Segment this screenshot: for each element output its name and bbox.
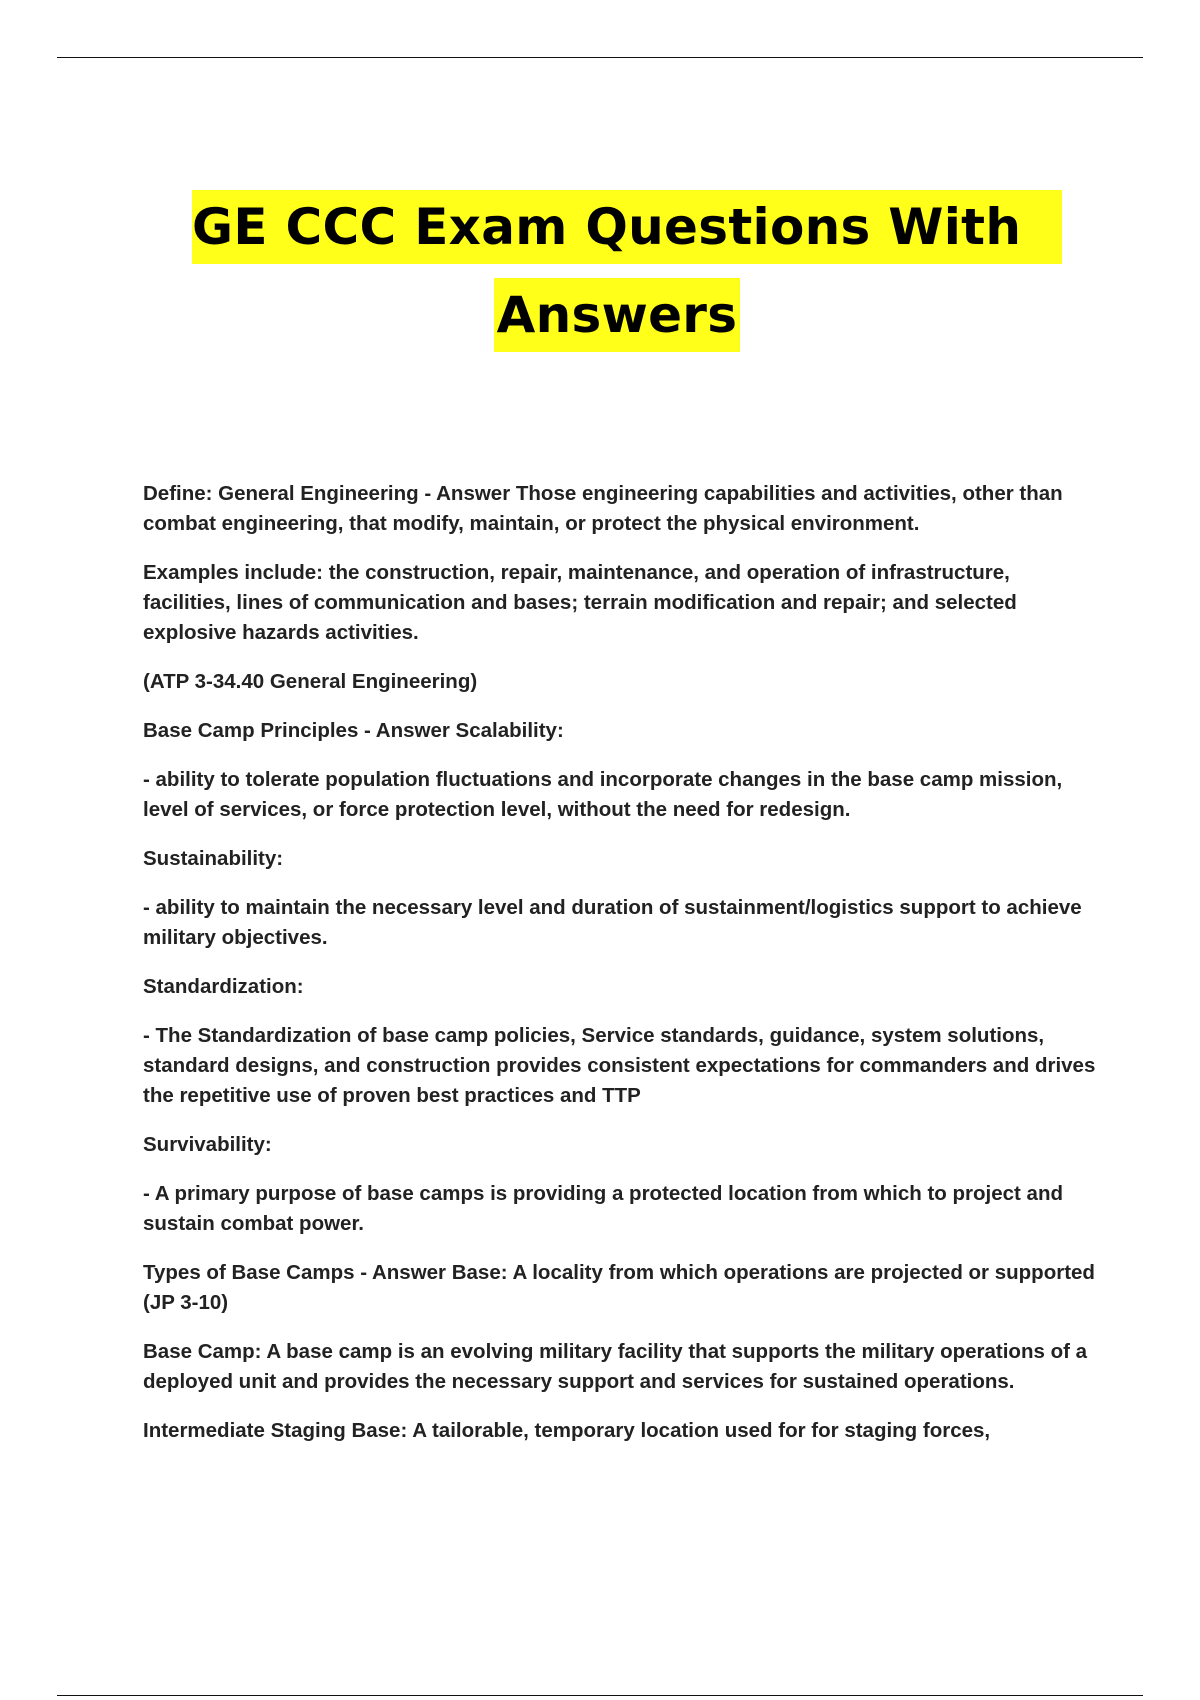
paragraph: Standardization: — [143, 975, 304, 998]
paragraph: (ATP 3-34.40 General Engineering) — [143, 670, 478, 693]
paragraph: - The Standardization of base camp policies, Service standards, guidance, system solutions, standard designs, and construction provides consistent expectations for commanders and drives the repetitive use of proven best practices and TTP — [143, 1024, 1096, 1107]
paragraph: Examples include: the construction, repair, maintenance, and operation of infrastructure, facilities, lines of communication and bases; terrain modification and repair; and selected explosive hazards activities. — [143, 561, 1017, 644]
paragraph: Types of Base Camps - Answer Base: A locality from which operations are projected or supported (JP 3-10) — [143, 1261, 1095, 1314]
paragraph: Define: General Engineering - Answer Those engineering capabilities and activities, other than combat engineering, that modify, maintain, or protect the physical environment. — [143, 482, 1063, 535]
paragraph: Sustainability: — [143, 847, 284, 870]
title-line-2: Answers — [494, 278, 740, 352]
paragraph: Survivability: — [143, 1133, 272, 1156]
paragraph: Intermediate Staging Base: A tailorable, temporary location used for for staging forces, — [143, 1419, 991, 1442]
paragraph: - ability to maintain the necessary level and duration of sustainment/logistics support to achieve military objectives. — [143, 896, 1082, 949]
paragraph: Base Camp Principles - Answer Scalability: — [143, 719, 564, 742]
top-rule — [57, 57, 1143, 58]
paragraph: Base Camp: A base camp is an evolving military facility that supports the military operations of a deployed unit and provides the necessary support and services for sustained operations. — [143, 1340, 1088, 1393]
paragraph: - ability to tolerate population fluctuations and incorporate changes in the base camp mission, level of services, or force protection level, without the need for redesign. — [143, 768, 1063, 821]
paragraph: - A primary purpose of base camps is providing a protected location from which to project and sustain combat power. — [143, 1182, 1063, 1235]
title-line-1: GE CCC Exam Questions With — [192, 190, 1062, 264]
document-body — [143, 479, 1103, 1465]
bottom-rule — [57, 1695, 1143, 1696]
